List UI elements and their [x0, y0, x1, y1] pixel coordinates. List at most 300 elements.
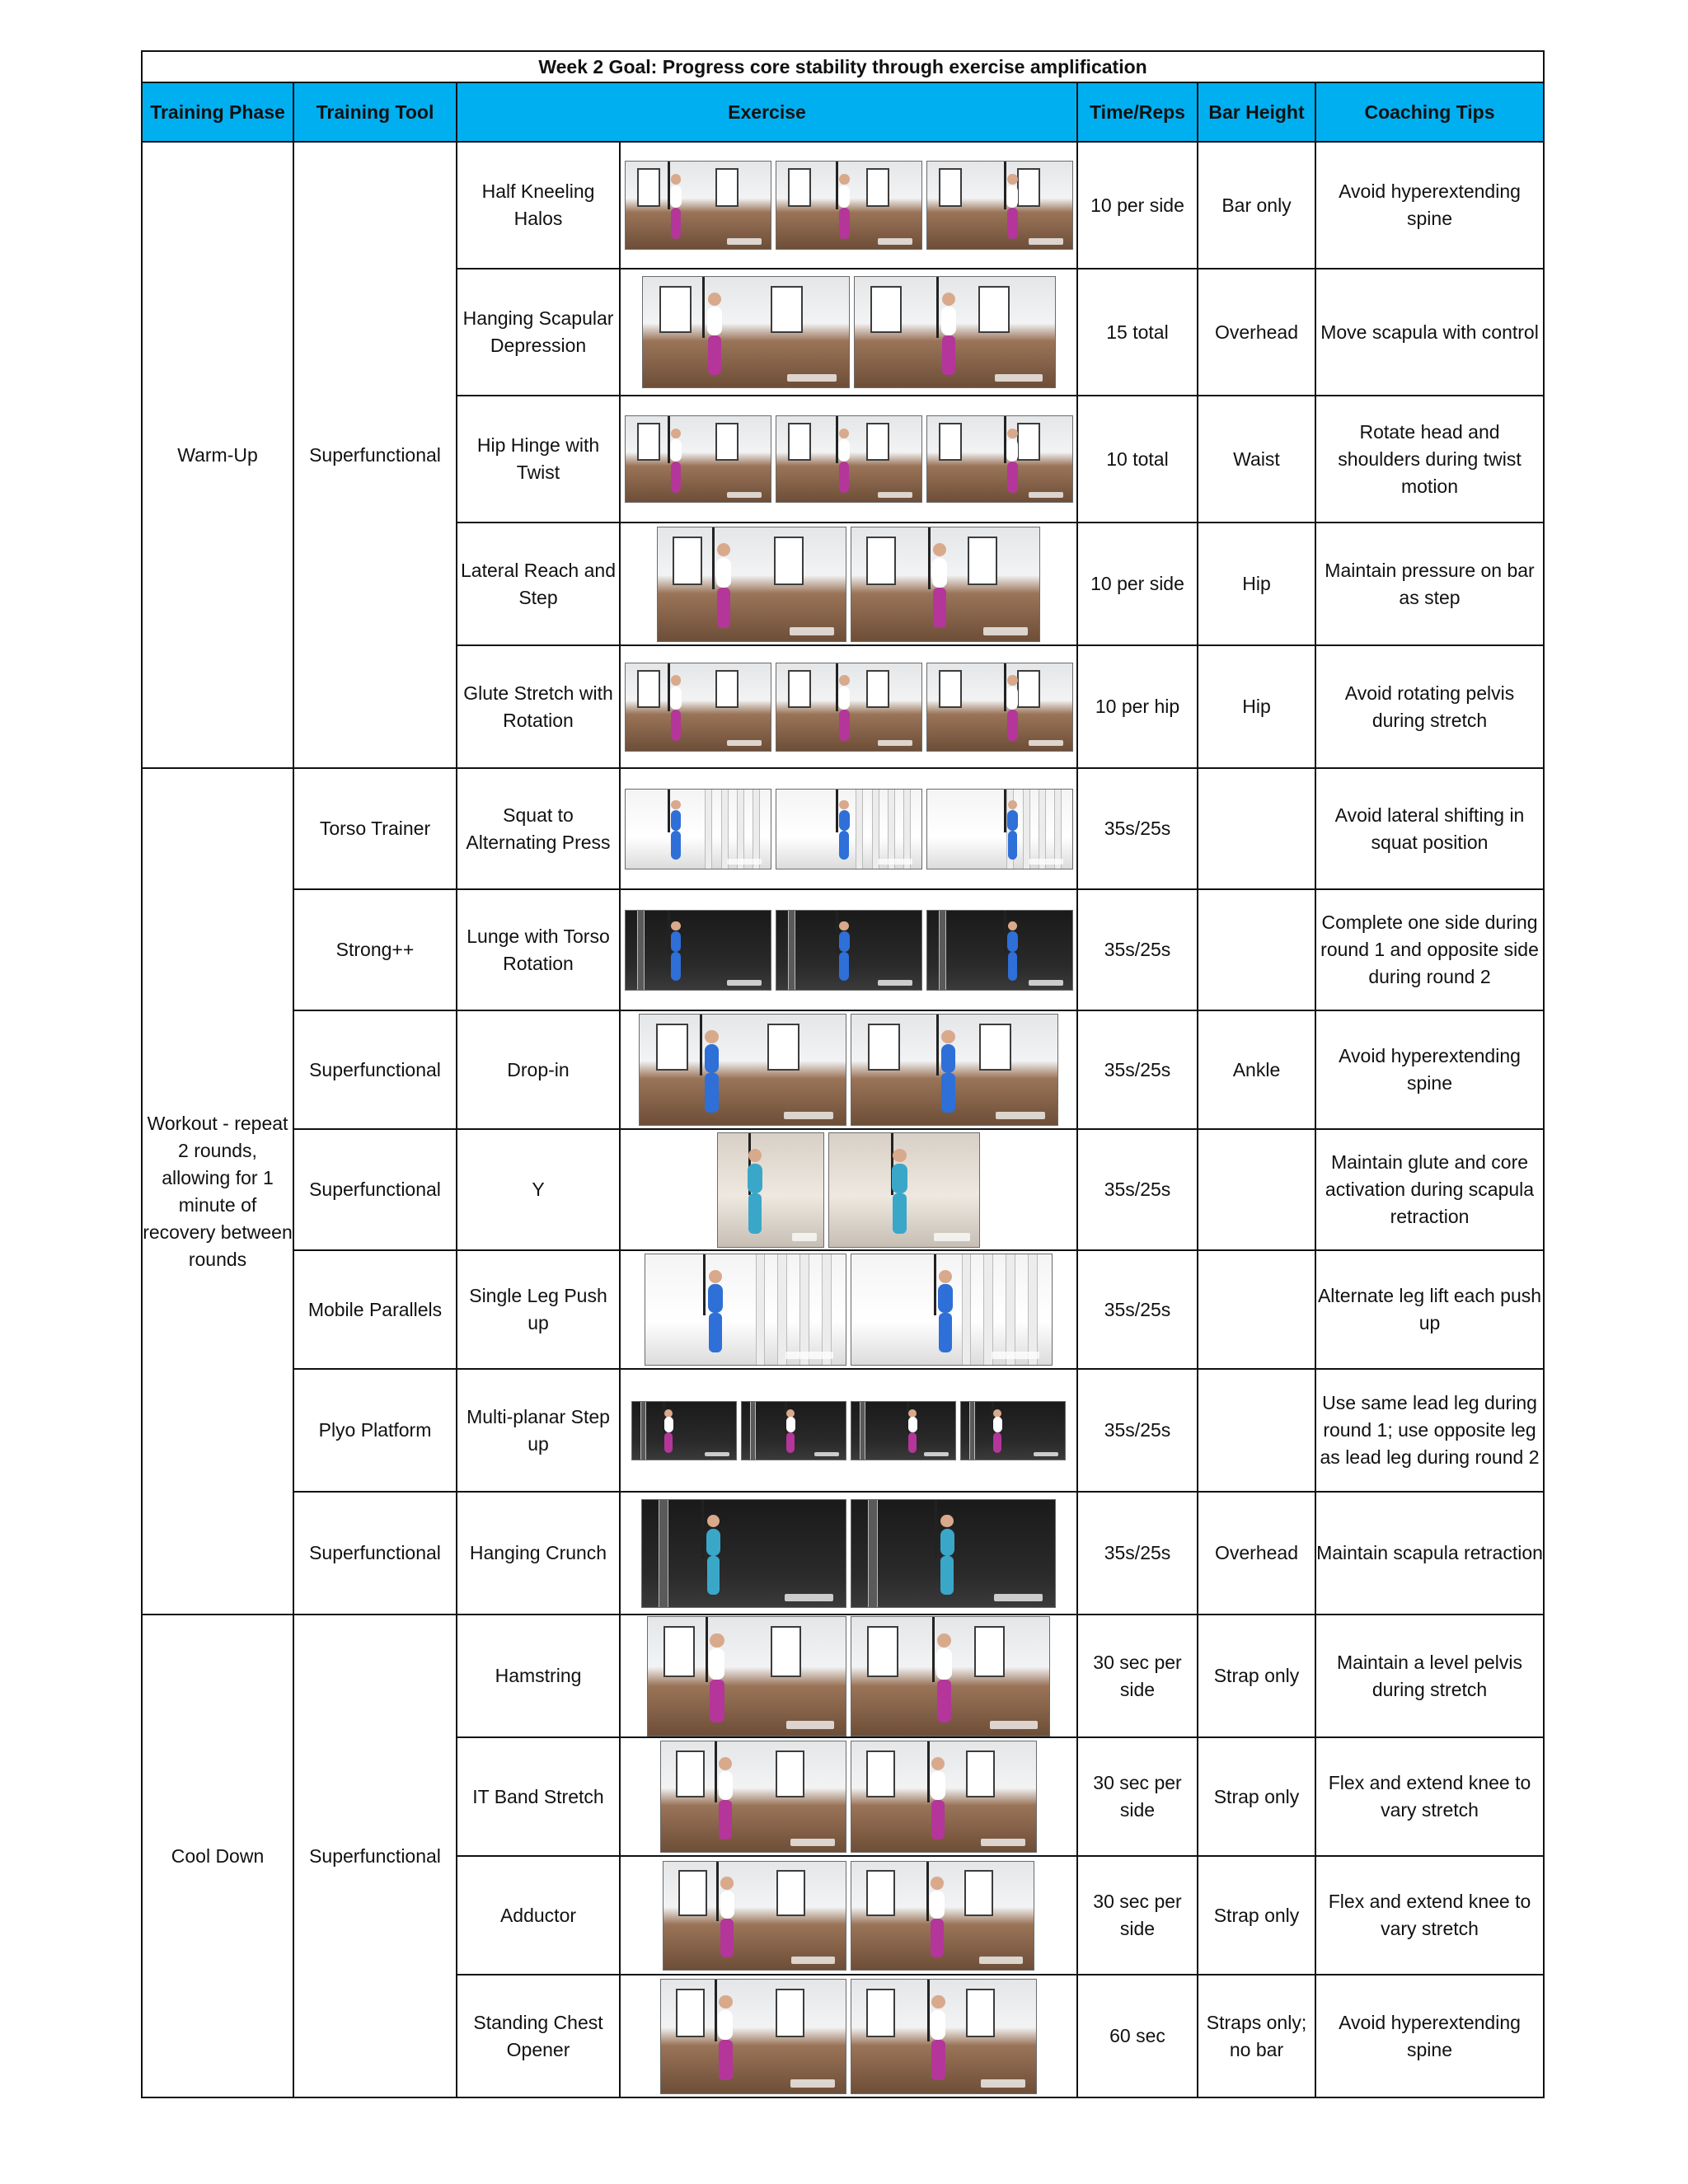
photo-strip: [621, 1132, 1076, 1248]
suspension-strap: [1004, 162, 1006, 209]
window-frame: [866, 1989, 895, 2037]
exercise-photo: [776, 663, 922, 752]
athlete-legs: [839, 710, 850, 741]
exercise-photo: [639, 1014, 846, 1126]
wall-bars: [872, 790, 879, 869]
athlete-torso: [936, 1648, 952, 1679]
athlete-torso: [892, 1164, 907, 1193]
watermark-logo: [814, 1452, 839, 1456]
exercise-photo: [828, 1132, 980, 1248]
photo-strip: [621, 276, 1076, 388]
athlete-head: [942, 293, 955, 306]
wall-bars: [705, 790, 712, 869]
athlete-torso: [670, 687, 682, 710]
exercise-photos-cell: [620, 1492, 1077, 1615]
coaching-tip-cell: Flex and extend knee to vary stretch: [1315, 1856, 1544, 1975]
wall-bars: [888, 790, 895, 869]
training-phase-cell: Warm-Up: [142, 142, 293, 768]
suspension-strap: [716, 1862, 719, 1921]
wall-bars: [1028, 1254, 1038, 1365]
photo-strip: [621, 910, 1076, 991]
athlete-torso: [720, 1891, 734, 1919]
exercise-row: [142, 889, 1544, 1010]
exercise-photo: [625, 910, 771, 991]
watermark-logo: [1029, 859, 1063, 865]
training-phase-cell: Cool Down: [142, 1615, 293, 2097]
suspension-strap: [712, 527, 715, 590]
exercise-row: [142, 142, 1544, 269]
coaching-tip-cell: Move scapula with control: [1315, 269, 1544, 396]
athlete-legs: [1007, 710, 1018, 741]
exercise-photo: [647, 1616, 846, 1736]
exercise-photo: [851, 1401, 956, 1460]
exercise-photo: [851, 1741, 1037, 1853]
exercise-photos-cell: [620, 889, 1077, 1010]
wall-bars: [983, 1254, 993, 1365]
suspension-strap: [927, 1741, 930, 1802]
suspension-strap: [703, 1254, 706, 1315]
time-reps-cell: 15 total: [1077, 269, 1198, 396]
window-frame: [939, 168, 963, 206]
window-frame: [774, 537, 804, 585]
time-reps-cell: 35s/25s: [1077, 1250, 1198, 1369]
exercise-photos-cell: [620, 1250, 1077, 1369]
exercise-photo: [926, 789, 1073, 869]
bar-height-cell: Hip: [1198, 523, 1315, 645]
rack-frame: [750, 1402, 756, 1460]
bar-height-cell: Straps only; no bar: [1198, 1975, 1315, 2097]
suspension-strap: [668, 663, 670, 711]
watermark-logo: [1029, 492, 1063, 498]
training-tool-cell: Torso Trainer: [293, 768, 457, 889]
time-reps-cell: 35s/25s: [1077, 1492, 1198, 1615]
exercise-photo: [854, 276, 1056, 388]
watermark-logo: [727, 859, 762, 865]
athlete-torso: [664, 1417, 673, 1432]
photo-strip: [621, 1741, 1076, 1853]
window-frame: [866, 168, 890, 206]
header-exercise: Exercise: [457, 82, 1077, 142]
exercise-name-cell: Lateral Reach and Step: [457, 523, 620, 645]
exercise-photo: [660, 1979, 846, 2094]
exercise-photo: [741, 1401, 846, 1460]
wall-bars: [962, 1254, 972, 1365]
window-frame: [656, 1024, 688, 1071]
time-reps-cell: 10 total: [1077, 396, 1198, 523]
exercise-photo: [625, 161, 771, 250]
exercise-photo: [776, 161, 922, 250]
window-frame: [673, 537, 702, 585]
photo-strip: [621, 161, 1076, 250]
athlete-torso: [719, 1771, 734, 1800]
athlete-legs: [1007, 208, 1018, 239]
exercise-name-cell: Adductor: [457, 1856, 620, 1975]
rack-frame: [939, 911, 946, 990]
header-training-phase: Training Phase: [142, 82, 293, 142]
athlete-legs: [719, 1800, 732, 1840]
athlete-legs: [941, 1073, 954, 1113]
exercise-name-cell: Standing Chest Opener: [457, 1975, 620, 2097]
exercise-photos-cell: [620, 142, 1077, 269]
athlete-torso: [709, 1648, 724, 1679]
athlete-legs: [939, 1313, 952, 1352]
exercise-name-cell: Hanging Crunch: [457, 1492, 620, 1615]
athlete-torso: [748, 1164, 762, 1193]
training-phase-cell: Workout - repeat 2 rounds, allowing for 1 minute of recovery between rounds: [142, 768, 293, 1615]
window-frame: [964, 1870, 993, 1916]
athlete-legs: [1008, 831, 1018, 860]
athlete-torso: [716, 558, 731, 588]
athlete-head: [709, 1270, 722, 1283]
exercise-row: [142, 1010, 1544, 1129]
exercise-photo: [642, 276, 850, 388]
athlete-legs: [931, 1800, 945, 1840]
window-frame: [678, 1870, 707, 1916]
athlete-head: [940, 1515, 954, 1528]
photo-strip: [621, 663, 1076, 752]
athlete-torso: [1007, 931, 1018, 952]
window-frame: [1017, 168, 1041, 206]
exercise-row: [142, 1492, 1544, 1615]
suspension-strap: [701, 1500, 704, 1559]
athlete-torso: [706, 1529, 720, 1557]
athlete-legs: [839, 208, 850, 239]
time-reps-cell: 35s/25s: [1077, 768, 1198, 889]
athlete-legs: [717, 588, 731, 629]
suspension-strap: [836, 911, 838, 954]
exercise-photo: [851, 1254, 1053, 1366]
suspension-strap: [706, 1617, 708, 1682]
watermark-logo: [727, 740, 762, 746]
photo-strip: [621, 527, 1076, 642]
rack-frame: [637, 911, 645, 990]
athlete-legs: [893, 1193, 907, 1235]
exercise-photo: [851, 1499, 1056, 1608]
athlete-head: [839, 174, 850, 185]
bar-height-cell: Strap only: [1198, 1615, 1315, 1737]
photo-strip: [621, 1254, 1076, 1366]
exercise-photo: [926, 415, 1073, 503]
wall-bars: [721, 790, 729, 869]
header-time-reps: Time/Reps: [1077, 82, 1198, 142]
coaching-tip-cell: Maintain glute and core activation during scapula retraction: [1315, 1129, 1544, 1250]
photo-background: [851, 1402, 955, 1460]
exercise-photo: [663, 1861, 846, 1971]
watermark-logo: [994, 1594, 1043, 1601]
bar-height-cell: Ankle: [1198, 1010, 1315, 1129]
time-reps-cell: 10 per side: [1077, 523, 1198, 645]
athlete-legs: [707, 1556, 720, 1595]
exercise-photos-cell: [620, 768, 1077, 889]
exercise-photo: [660, 1741, 846, 1853]
exercise-name-cell: Hamstring: [457, 1615, 620, 1737]
exercise-photos-cell: [620, 1129, 1077, 1250]
watermark-logo: [878, 740, 912, 746]
watermark-logo: [981, 1839, 1025, 1846]
athlete-torso: [838, 439, 850, 462]
athlete-legs: [664, 1432, 673, 1453]
window-frame: [771, 286, 803, 334]
athlete-torso: [1006, 185, 1018, 209]
photo-strip: [621, 1861, 1076, 1971]
exercise-photos-cell: [620, 1856, 1077, 1975]
suspension-strap: [836, 663, 838, 711]
athlete-torso: [932, 558, 947, 588]
photo-background: [927, 911, 1072, 990]
window-frame: [767, 1024, 799, 1071]
exercise-photos-cell: [620, 523, 1077, 645]
suspension-strap: [1004, 911, 1006, 954]
window-frame: [939, 423, 963, 461]
athlete-torso: [707, 307, 722, 335]
suspension-strap: [668, 911, 670, 954]
athlete-head: [893, 1149, 907, 1163]
watermark-logo: [727, 980, 762, 986]
athlete-legs: [709, 1313, 722, 1352]
athlete-torso: [786, 1417, 795, 1432]
wall-bars: [1054, 790, 1062, 869]
bar-height-cell: [1198, 1250, 1315, 1369]
watermark-logo: [1029, 980, 1063, 986]
athlete-legs: [671, 208, 682, 239]
athlete-legs: [671, 462, 681, 492]
athlete-head: [1007, 174, 1018, 185]
suspension-strap: [836, 162, 838, 209]
exercise-photo: [641, 1499, 846, 1608]
athlete-torso: [1006, 687, 1018, 710]
photo-strip: [621, 1014, 1076, 1126]
window-frame: [676, 1750, 705, 1798]
coaching-tip-cell: Avoid rotating pelvis during stretch: [1315, 645, 1544, 768]
wall-bars: [1006, 1254, 1015, 1365]
photo-strip: [621, 1499, 1076, 1608]
exercise-photo: [625, 415, 771, 503]
athlete-legs: [671, 710, 682, 741]
athlete-torso: [931, 1771, 945, 1800]
wall-bars: [753, 790, 760, 869]
athlete-legs: [710, 1680, 724, 1722]
window-frame: [776, 1989, 804, 2037]
window-frame: [974, 1626, 1006, 1677]
suspension-strap: [928, 527, 931, 590]
photo-background: [632, 1402, 736, 1460]
window-frame: [978, 286, 1010, 334]
window-frame: [771, 1626, 802, 1677]
window-frame: [715, 670, 739, 708]
rack-frame: [788, 911, 795, 990]
suspension-strap: [934, 1254, 936, 1315]
photo-background: [718, 1133, 823, 1247]
window-frame: [1017, 423, 1041, 461]
exercise-photo: [851, 1979, 1037, 2094]
athlete-head: [708, 293, 721, 306]
watermark-logo: [727, 238, 762, 244]
window-frame: [866, 670, 890, 708]
header-coaching-tips: Coaching Tips: [1315, 82, 1544, 142]
suspension-strap: [936, 277, 939, 338]
athlete-torso: [938, 1284, 953, 1313]
exercise-name-cell: Half Kneeling Halos: [457, 142, 620, 269]
athlete-torso: [839, 810, 850, 831]
window-frame: [788, 168, 812, 206]
athlete-torso: [838, 185, 850, 209]
athlete-torso: [670, 439, 682, 462]
exercise-name-cell: Drop-in: [457, 1010, 620, 1129]
photo-background: [961, 1402, 1065, 1460]
athlete-legs: [839, 462, 849, 492]
exercise-name-cell: Squat to Alternating Press: [457, 768, 620, 889]
photo-strip: [621, 1401, 1076, 1460]
window-frame: [966, 1750, 995, 1798]
coaching-tip-cell: Rotate head and shoulders during twist motion: [1315, 396, 1544, 523]
watermark-logo: [785, 1352, 833, 1359]
header-training-tool: Training Tool: [293, 82, 457, 142]
bar-height-cell: Waist: [1198, 396, 1315, 523]
rack-frame: [868, 1500, 878, 1607]
photo-strip: [621, 1979, 1076, 2094]
watermark-logo: [1034, 1452, 1058, 1456]
bar-height-cell: [1198, 1369, 1315, 1492]
window-frame: [866, 1750, 895, 1798]
window-frame: [866, 537, 896, 585]
window-frame: [788, 670, 812, 708]
time-reps-cell: 10 per side: [1077, 142, 1198, 269]
suspension-strap: [700, 1015, 702, 1076]
suspension-strap: [935, 1500, 937, 1559]
watermark-logo: [878, 859, 912, 865]
athlete-torso: [838, 687, 850, 710]
bar-height-cell: Hip: [1198, 645, 1315, 768]
time-reps-cell: 35s/25s: [1077, 1010, 1198, 1129]
wall-bars: [756, 1254, 766, 1365]
wall-bars: [777, 1254, 787, 1365]
exercise-row: [142, 1615, 1544, 1737]
athlete-legs: [708, 335, 721, 375]
window-frame: [966, 1989, 995, 2037]
athlete-legs: [908, 1432, 917, 1453]
bar-height-cell: Bar only: [1198, 142, 1315, 269]
athlete-torso: [718, 2010, 733, 2040]
exercise-name-cell: IT Band Stretch: [457, 1737, 620, 1856]
exercise-photo: [776, 910, 922, 991]
athlete-legs: [839, 952, 849, 981]
exercise-plan-table: [141, 50, 1545, 2098]
athlete-torso: [670, 185, 682, 209]
exercise-photos-cell: [620, 269, 1077, 396]
athlete-torso: [941, 1044, 956, 1073]
athlete-legs: [671, 831, 681, 860]
athlete-head: [939, 1270, 952, 1283]
exercise-photo: [851, 527, 1040, 642]
athlete-head: [931, 1995, 945, 2009]
bar-height-cell: Strap only: [1198, 1737, 1315, 1856]
window-frame: [866, 423, 890, 461]
coaching-tip-cell: Avoid hyperextending spine: [1315, 1975, 1544, 2097]
window-frame: [1017, 670, 1041, 708]
time-reps-cell: 30 sec per side: [1077, 1737, 1198, 1856]
athlete-legs: [720, 1919, 734, 1957]
bar-height-cell: [1198, 768, 1315, 889]
wall-bars: [1039, 790, 1046, 869]
watermark-logo: [786, 1721, 834, 1729]
window-frame: [715, 423, 739, 461]
suspension-strap: [668, 162, 670, 209]
athlete-torso: [671, 810, 682, 831]
athlete-legs: [839, 831, 849, 860]
exercise-photo: [851, 1616, 1050, 1736]
coaching-tip-cell: Avoid lateral shifting in squat position: [1315, 768, 1544, 889]
rack-frame: [659, 1500, 668, 1607]
time-reps-cell: 60 sec: [1077, 1975, 1198, 2097]
suspension-strap: [926, 1862, 929, 1921]
suspension-strap: [836, 416, 838, 463]
photo-strip: [621, 1616, 1076, 1736]
exercise-photo: [631, 1401, 737, 1460]
bar-height-cell: [1198, 889, 1315, 1010]
coaching-tip-cell: Maintain a level pelvis during stretch: [1315, 1615, 1544, 1737]
training-tool-cell: Strong++: [293, 889, 457, 1010]
coaching-tip-cell: Maintain scapula retraction: [1315, 1492, 1544, 1615]
window-frame: [637, 423, 661, 461]
athlete-legs: [1007, 462, 1017, 492]
window-frame: [867, 1626, 898, 1677]
watermark-logo: [787, 374, 837, 382]
exercise-name-cell: Glute Stretch with Rotation: [457, 645, 620, 768]
wall-bars: [903, 790, 911, 869]
suspension-strap: [1004, 416, 1006, 463]
time-reps-cell: 30 sec per side: [1077, 1615, 1198, 1737]
bar-height-cell: Strap only: [1198, 1856, 1315, 1975]
exercise-photos-cell: [620, 1615, 1077, 1737]
coaching-tip-cell: Maintain pressure on bar as step: [1315, 523, 1544, 645]
time-reps-cell: 30 sec per side: [1077, 1856, 1198, 1975]
window-frame: [676, 1989, 705, 2037]
window-frame: [637, 670, 661, 708]
watermark-logo: [996, 1112, 1045, 1119]
athlete-torso: [1006, 439, 1018, 462]
window-frame: [776, 1750, 804, 1798]
photo-background: [645, 1254, 846, 1365]
window-frame: [968, 537, 997, 585]
athlete-legs: [940, 1556, 954, 1595]
window-frame: [939, 670, 963, 708]
athlete-legs: [993, 1432, 1001, 1453]
suspension-strap: [1004, 663, 1006, 711]
window-frame: [868, 1024, 900, 1071]
watermark-logo: [990, 1721, 1038, 1729]
exercise-photo: [625, 789, 771, 869]
bar-height-cell: [1198, 1129, 1315, 1250]
athlete-head: [931, 1877, 944, 1890]
athlete-head: [1007, 675, 1018, 686]
suspension-strap: [715, 1741, 717, 1802]
training-tool-cell: Superfunctional: [293, 1010, 457, 1129]
athlete-head: [720, 1877, 734, 1890]
coaching-tip-cell: Flex and extend knee to vary stretch: [1315, 1737, 1544, 1856]
suspension-strap: [927, 1980, 930, 2042]
exercise-name-cell: Multi-planar Step up: [457, 1369, 620, 1492]
photo-background: [626, 911, 771, 990]
athlete-torso: [708, 1284, 723, 1313]
wall-bars: [1023, 790, 1030, 869]
exercise-row: [142, 1129, 1544, 1250]
watermark-logo: [790, 627, 835, 635]
exercise-photo: [851, 1861, 1034, 1971]
exercise-photos-cell: [620, 1975, 1077, 2097]
window-frame: [715, 168, 739, 206]
bar-height-cell: Overhead: [1198, 269, 1315, 396]
rack-frame: [860, 1402, 865, 1460]
